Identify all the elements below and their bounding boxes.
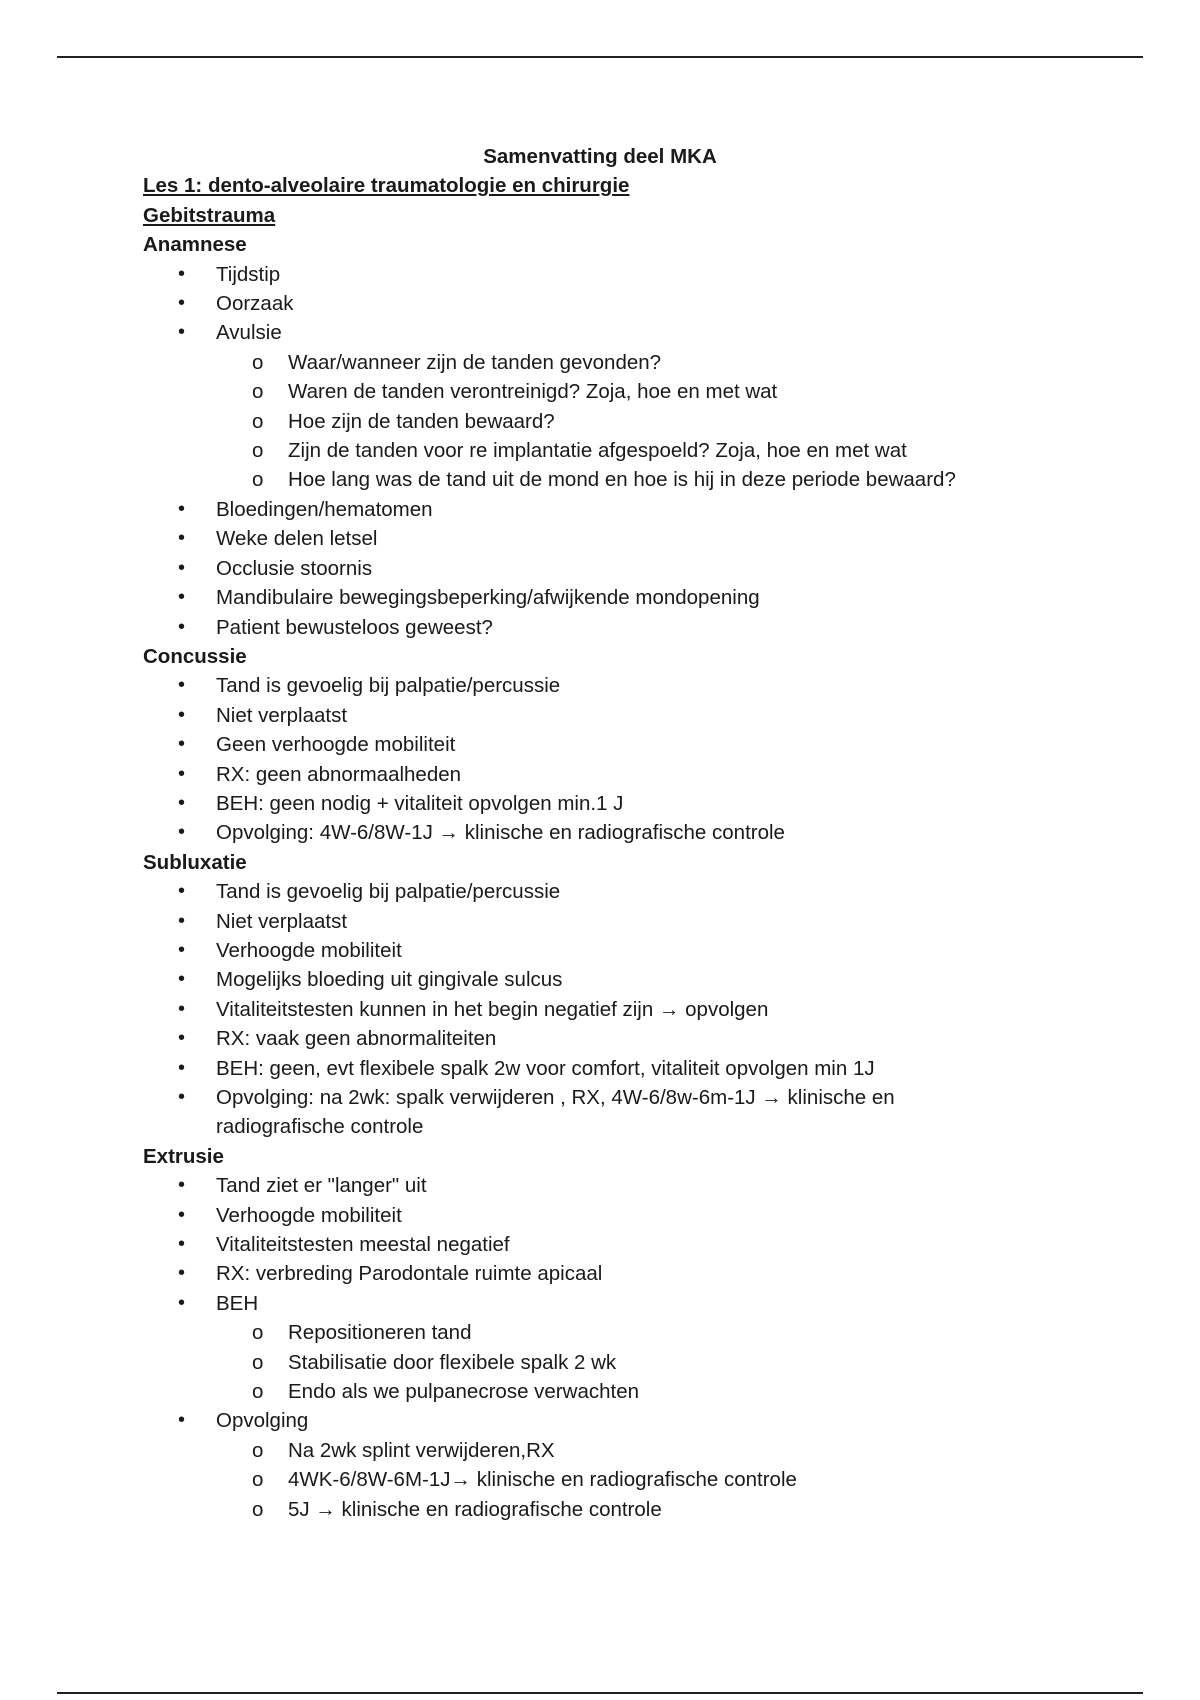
section-heading-concussie: Concussie [143, 644, 247, 668]
sub-list-item: o Na 2wk splint verwijderen,RX [143, 1436, 1063, 1465]
list-item: • RX: vaak geen abnormaliteiten [143, 1024, 1063, 1053]
list-item [143, 318, 1063, 494]
list-item [143, 1289, 1063, 1407]
list-item: • RX: verbreding Parodontale ruimte apicaal [143, 1259, 1063, 1288]
avulsie-sublist [216, 348, 1063, 495]
list-item: • Vitaliteitstesten kunnen in het begin negatief zijn → opvolgen [143, 995, 1063, 1024]
topic-heading: Gebitstrauma [143, 203, 276, 227]
list-item: • Opvolging: na 2wk: spalk verwijderen , RX, 4W-6/8w-6m-1J → klinische en radiografische controle [143, 1083, 1063, 1142]
sub-list-item: o Repositioneren tand [143, 1318, 1063, 1347]
extrusie-list [143, 1171, 1063, 1524]
opvolging-sublist [216, 1436, 1063, 1524]
list-item: • Verhoogde mobiliteit [143, 1201, 1063, 1230]
list-item: • Occlusie stoornis [143, 554, 1063, 583]
list-item: • RX: geen abnormaalheden [143, 760, 1063, 789]
sub-list-item: o Waren de tanden verontreinigd? Zoja, hoe en met wat [143, 377, 1063, 406]
header-rule [57, 56, 1143, 58]
sub-list-item: o Stabilisatie door flexibele spalk 2 wk [143, 1348, 1063, 1377]
section-heading-subluxatie: Subluxatie [143, 850, 247, 874]
list-item: • Niet verplaatst [143, 701, 1063, 730]
subluxatie-list [143, 877, 1063, 1142]
sub-list-item: o 4WK-6/8W-6M-1J→ klinische en radiografische controle [143, 1465, 1063, 1494]
list-item: • Weke delen letsel [143, 524, 1063, 553]
list-item: • Vitaliteitstesten meestal negatief [143, 1230, 1063, 1259]
list-item: • Patient bewusteloos geweest? [143, 613, 1063, 642]
list-item: • Mandibulaire bewegingsbeperking/afwijkende mondopening [143, 583, 1063, 612]
document-title: Samenvatting deel MKA [483, 145, 717, 168]
list-item: • BEH: geen, evt flexibele spalk 2w voor comfort, vitaliteit opvolgen min 1J [143, 1054, 1063, 1083]
footer-rule [57, 1692, 1143, 1694]
sub-list-item: o 5J → klinische en radiografische controle [143, 1495, 1063, 1524]
list-item: • Tand is gevoelig bij palpatie/percussie [143, 877, 1063, 906]
list-item: • BEH: geen nodig + vitaliteit opvolgen min.1 J [143, 789, 1063, 818]
list-item-label: Avulsie [216, 321, 282, 345]
list-item: • Opvolging: 4W-6/8W-1J → klinische en radiografische controle [143, 818, 1063, 847]
list-item: • Oorzaak [143, 289, 1063, 318]
anamnese-list [143, 260, 1063, 642]
list-item: • Niet verplaatst [143, 907, 1063, 936]
concussie-list [143, 671, 1063, 847]
sub-list-item: o Hoe zijn de tanden bewaard? [143, 407, 1063, 436]
list-item: • Verhoogde mobiliteit [143, 936, 1063, 965]
list-item-label: Opvolging [216, 1409, 309, 1433]
sub-list-item: o Endo als we pulpanecrose verwachten [143, 1377, 1063, 1406]
list-item: • Tand ziet er "langer" uit [143, 1171, 1063, 1200]
sub-list-item: o Waar/wanneer zijn de tanden gevonden? [143, 348, 1063, 377]
document-body [143, 142, 1063, 1524]
list-item [143, 1406, 1063, 1524]
list-item: • Tijdstip [143, 260, 1063, 289]
sub-list-item: o Hoe lang was de tand uit de mond en hoe is hij in deze periode bewaard? [143, 465, 1063, 494]
section-heading-extrusie: Extrusie [143, 1144, 224, 1168]
list-item: • Bloedingen/hematomen [143, 495, 1063, 524]
list-item: • Tand is gevoelig bij palpatie/percussie [143, 671, 1063, 700]
section-heading-anamnese: Anamnese [143, 233, 247, 257]
list-item: • Mogelijks bloeding uit gingivale sulcus [143, 965, 1063, 994]
beh-sublist [216, 1318, 1063, 1406]
lesson-heading: Les 1: dento-alveolaire traumatologie en chirurgie [143, 174, 630, 198]
list-item-label: BEH [216, 1291, 259, 1315]
list-item: • Geen verhoogde mobiliteit [143, 730, 1063, 759]
sub-list-item: o Zijn de tanden voor re implantatie afgespoeld? Zoja, hoe en met wat [143, 436, 1063, 465]
